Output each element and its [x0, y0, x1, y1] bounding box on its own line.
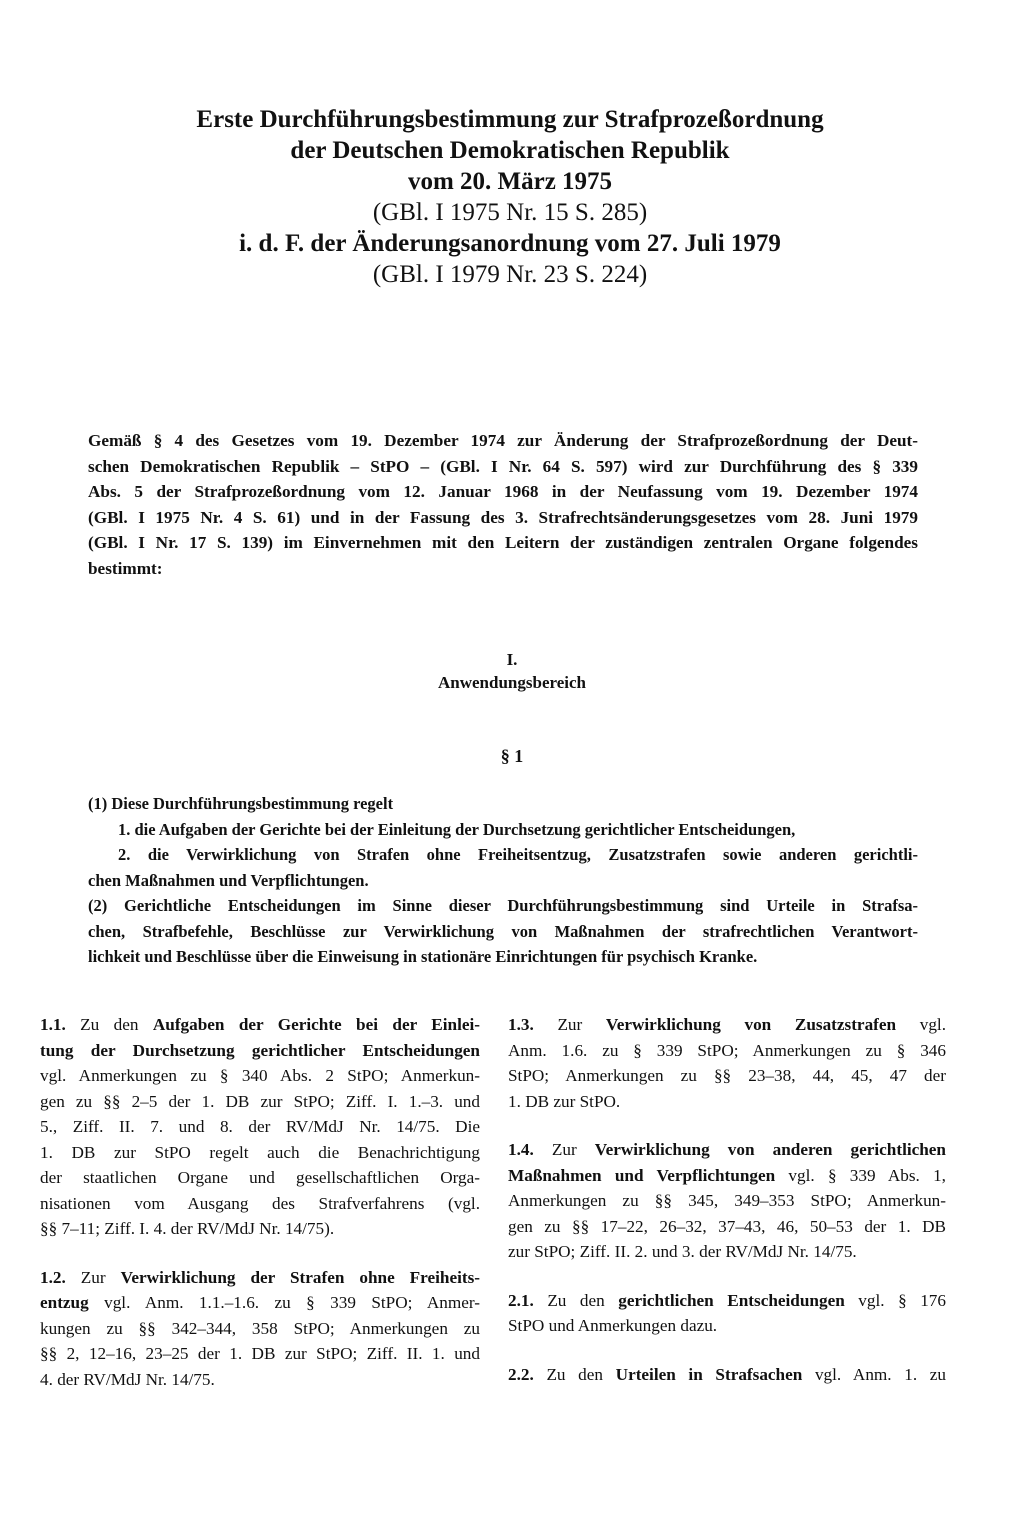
paragraph-1-text: [88, 791, 918, 970]
note-line: 1.3. Zur Verwirklichung von Zusatzstrafen vgl.: [508, 1015, 946, 1034]
note-line: 2.1. Zu den gerichtlichen Entscheidungen vgl. § 176: [508, 1290, 946, 1310]
document-title: [120, 104, 900, 290]
title-citation: (GBl. I 1979 Nr. 23 S. 224): [372, 261, 648, 288]
note-line: entzug vgl. Anm. 1.1.–1.6. zu § 339 StPO; Anmer-: [40, 1293, 480, 1312]
note-line: 2.2. Zu den Urteilen in Strafsachen vgl. Anm. 1. zu: [508, 1364, 946, 1384]
note-number: 1.2.: [40, 1267, 66, 1287]
note-line: gen zu §§ 17–22, 26–32, 37–43, 46, 50–53 der 1. DB: [508, 1216, 946, 1236]
title-date: vom 20. März 1975: [407, 168, 613, 195]
note-line: vgl. Anmerkungen zu § 340 Abs. 2 StPO; Anmerkun-: [40, 1066, 480, 1085]
annotation-2-1: [508, 1288, 946, 1339]
note-line: StPO; Anmerkungen zu §§ 23–38, 44, 45, 47 der: [508, 1066, 946, 1085]
section-number: I.: [506, 650, 518, 669]
preamble-line: (GBl. I 1975 Nr. 4 S. 61) und in der Fassung des 3. Strafrechtsänderungsgesetzes vom 28. Juni 1979: [88, 507, 918, 527]
note-line: gen zu §§ 2–5 der 1. DB zur StPO; Ziff. I. 1.–3. und: [40, 1091, 480, 1111]
note-line: kungen zu §§ 342–344, 358 StPO; Anmerkungen zu: [40, 1318, 480, 1338]
note-line: 1.1. Zu den Aufgaben der Gerichte bei der Einlei-: [40, 1015, 480, 1034]
preamble: [88, 428, 918, 581]
note-line: 4. der RV/MdJ Nr. 14/75.: [40, 1369, 215, 1389]
annotations-left-column: [40, 1012, 480, 1415]
note-line: der staatlichen Organe und gesellschaftlichen Orga-: [40, 1168, 480, 1187]
note-number: 1.1.: [40, 1015, 66, 1034]
note-line: 1.2. Zur Verwirklichung der Strafen ohne Freiheits-: [40, 1267, 481, 1287]
para-line: 1. die Aufgaben der Gerichte bei der Einleitung der Durchsetzung gerichtlicher Entscheidungen,: [118, 819, 796, 839]
note-number: 1.4.: [508, 1140, 534, 1159]
note-line: 1. DB zur StPO regelt auch die Benachrichtigung: [40, 1142, 480, 1162]
preamble-line: (GBl. I Nr. 17 S. 139) im Einvernehmen mit den Leitern der zuständigen zentralen Organe folgendes: [88, 533, 918, 552]
note-line: §§ 2, 12–16, 23–25 der 1. DB zur StPO; Ziff. II. 1. und: [40, 1344, 480, 1363]
para-line: chen, Strafbefehle, Beschlüsse zur Verwirklichung von Maßnahmen der strafrechtlichen Verantwort-: [88, 921, 918, 941]
title-citation: (GBl. I 1975 Nr. 15 S. 285): [372, 199, 648, 226]
annotation-1-4: [508, 1137, 946, 1265]
para-line: (2) Gerichtliche Entscheidungen im Sinne dieser Durchführungsbestimmung sind Urteile in Strafsa-: [88, 896, 918, 915]
preamble-line: Gemäß § 4 des Gesetzes vom 19. Dezember 1974 zur Änderung der Strafprozeßordnung der Deut-: [88, 431, 918, 450]
title-line: Erste Durchführungsbestimmung zur Strafprozeßordnung: [196, 106, 824, 133]
note-number: 2.2.: [508, 1364, 534, 1384]
note-line: 1. DB zur StPO.: [508, 1091, 621, 1111]
note-line: zur StPO; Ziff. II. 2. und 3. der RV/MdJ Nr. 14/75.: [508, 1242, 857, 1261]
note-number: 1.3.: [508, 1015, 534, 1034]
para-line: 2. die Verwirklichung von Strafen ohne Freiheitsentzug, Zusatzstrafen sowie anderen gerichtli-: [118, 845, 918, 864]
note-line: StPO und Anmerkungen dazu.: [508, 1316, 718, 1335]
note-line: tung der Durchsetzung gerichtlicher Entscheidungen: [40, 1040, 480, 1060]
paragraph-label: § 1: [500, 746, 524, 766]
title-amendment: i. d. F. der Änderungsanordnung vom 27. Juli 1979: [239, 230, 781, 257]
para-line: lichkeit und Beschlüsse über die Einweisung in stationäre Einrichtungen für psychisch Kranke.: [88, 947, 758, 966]
note-line: Anmerkungen zu §§ 345, 349–353 StPO; Anmerkun-: [508, 1191, 946, 1210]
note-line: 5., Ziff. II. 7. und 8. der RV/MdJ Nr. 14/75. Die: [40, 1117, 480, 1136]
annotation-2-2: [508, 1362, 946, 1388]
note-number: 2.1.: [508, 1290, 534, 1310]
note-line: Maßnahmen und Verpflichtungen vgl. § 339 Abs. 1,: [508, 1165, 946, 1185]
preamble-line: bestimmt:: [88, 558, 163, 578]
annotation-1-3: [508, 1012, 946, 1114]
note-line: 1.4. Zur Verwirklichung von anderen gerichtlichen: [508, 1140, 946, 1159]
preamble-line: Abs. 5 der Strafprozeßordnung vom 12. Januar 1968 in der Neufassung vom 19. Dezember 1974: [88, 482, 918, 501]
annotations-right-column: [508, 1012, 946, 1410]
annotation-1-2: [40, 1265, 480, 1393]
section-title: Anwendungsbereich: [438, 673, 586, 692]
preamble-line: schen Demokratischen Republik – StPO – (GBl. I Nr. 64 S. 597) wird zur Durchführung des § 339: [88, 456, 918, 476]
note-line: §§ 7–11; Ziff. I. 4. der RV/MdJ Nr. 14/75).: [40, 1219, 335, 1238]
note-line: Anm. 1.6. zu § 339 StPO; Anmerkungen zu § 346: [508, 1040, 946, 1060]
annotation-1-1: [40, 1012, 480, 1242]
para-line: (1) Diese Durchführungsbestimmung regelt: [88, 794, 394, 813]
note-line: nisationen vom Ausgang des Strafverfahrens (vgl.: [40, 1193, 480, 1213]
para-line: chen Maßnahmen und Verpflichtungen.: [88, 870, 369, 890]
title-line: der Deutschen Demokratischen Republik: [290, 137, 730, 164]
